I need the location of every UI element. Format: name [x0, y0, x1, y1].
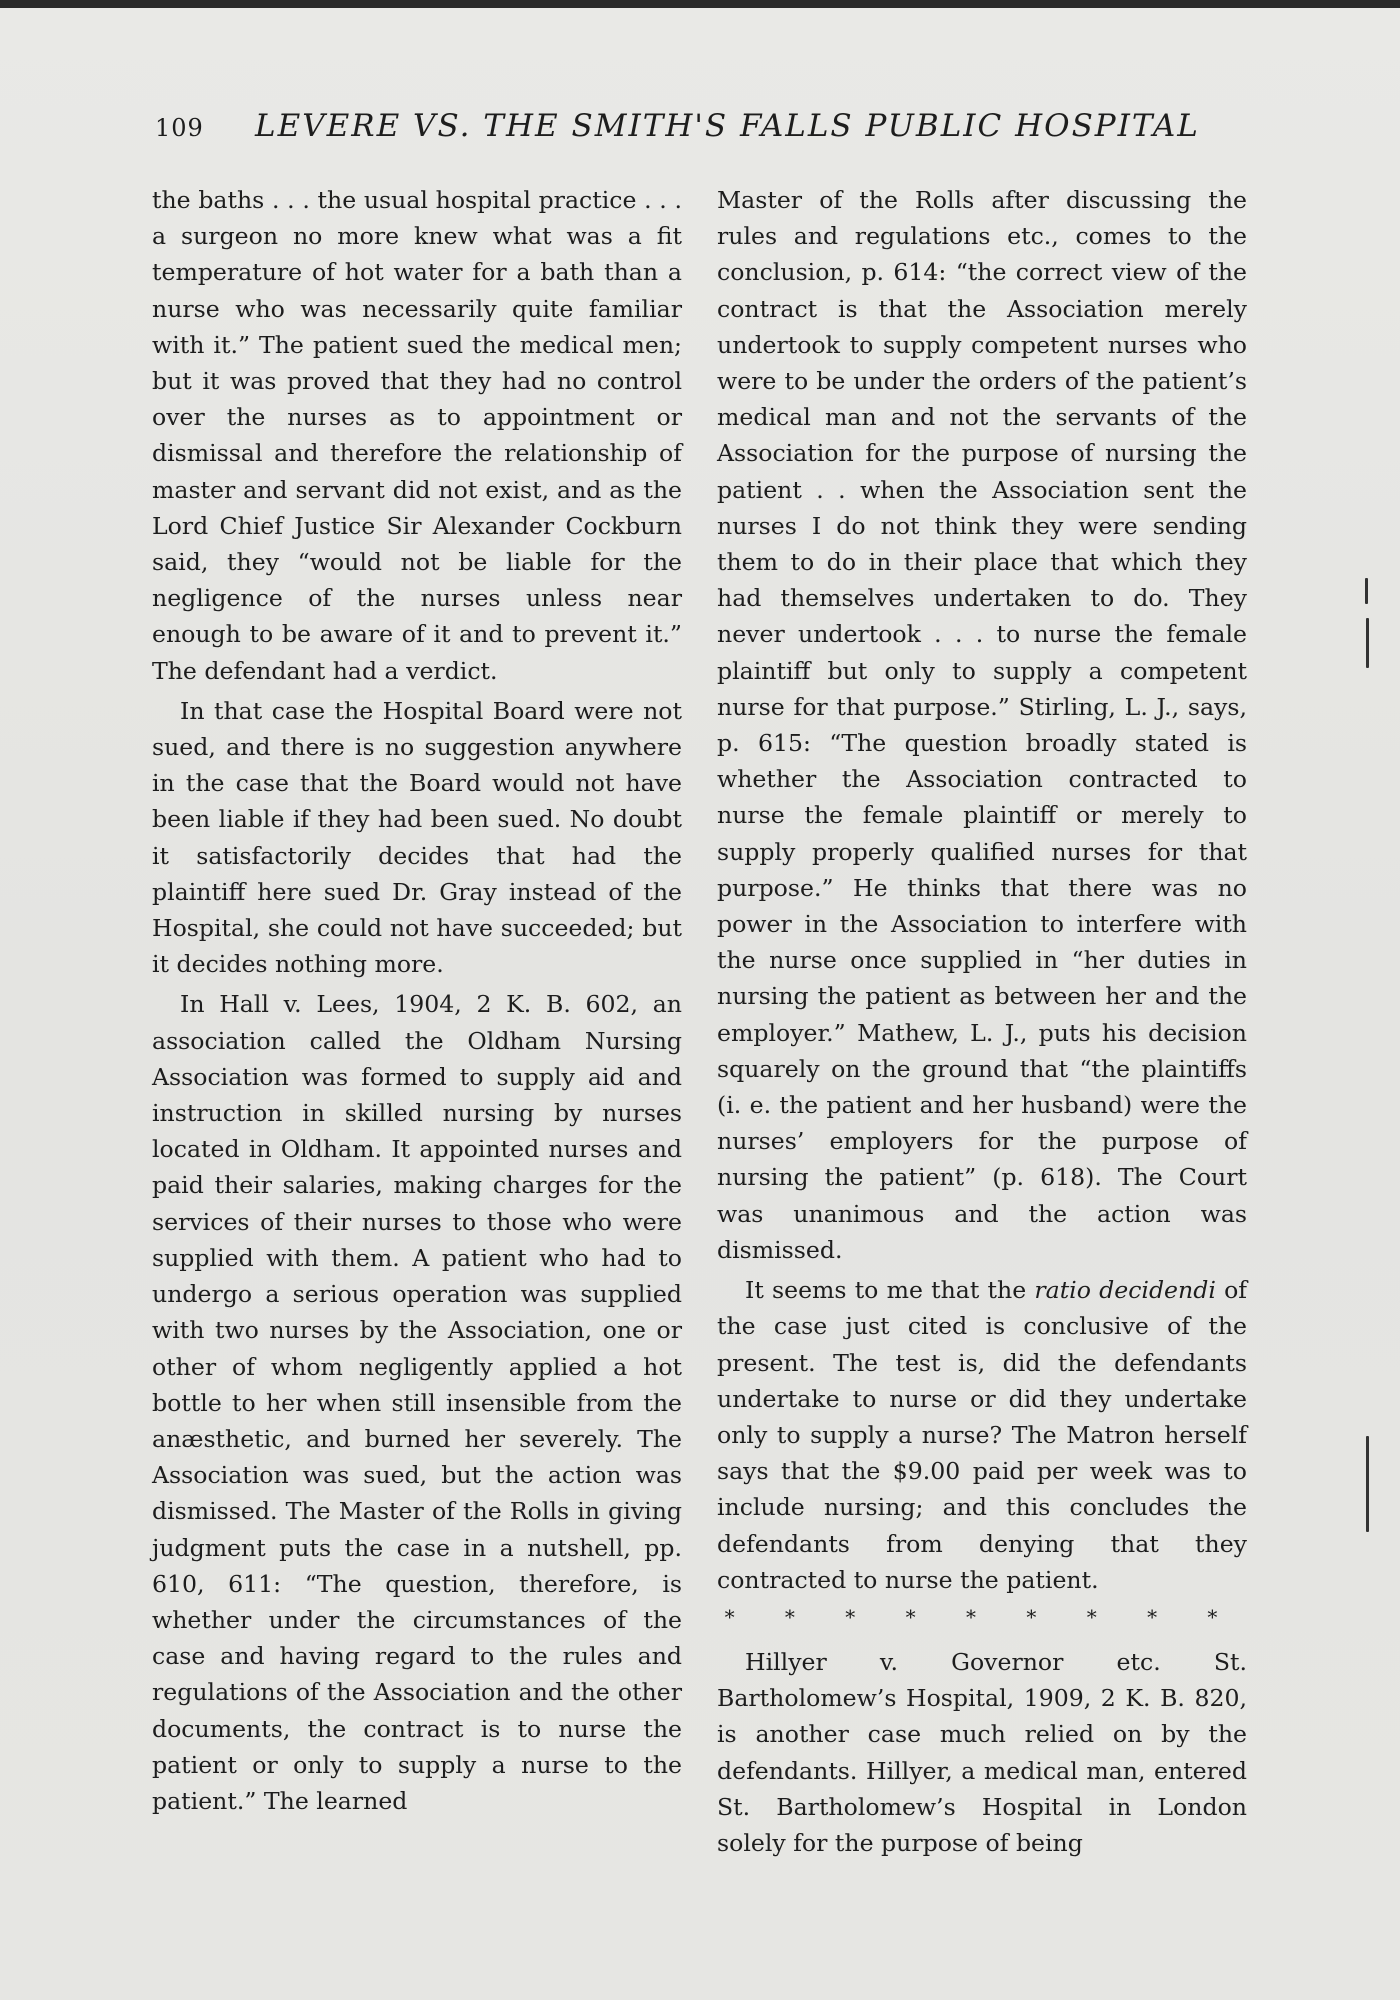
left-paragraph-3: In Hall v. Lees, 1904, 2 K. B. 602, an association called the Oldham Nursing Association was formed to supply aid and instruction in skilled nursing by nurses located in Oldham. It appointed nurses and paid their salaries, making charges for the services of their nurses to those who were supplied with them. A patient who had to undergo a serious operation was supplied with two nurses by the Association, one or other of whom negligently applied a hot bottle to her when still insensible from the anæsthetic, and burned her severely. The Association was sued, but the action was dismissed. The Master of the Rolls in giving judgment puts the case in a nutshell, pp. 610, 611: “The question, therefore, is whether under the circumstances of the case and having regard to the rules and regulations of the Association and the other documents, the contract is to nurse the patient or only to supply a nurse to the patient.” The learned	[152, 990, 682, 1815]
scan-mark	[1366, 1436, 1369, 1532]
italic-phrase: ratio decidendi	[1034, 1276, 1216, 1305]
scan-mark	[1366, 618, 1369, 668]
scan-mark	[1365, 578, 1368, 604]
paragraph-2-rest: of the case just cited is conclusive of the present. The test is, did the defendants undertake to nurse or did they undertake only to supply a nurse? The Matron herself says that the $9.00 paid per week was to include nursing; and this concludes the defendants from denying that they contracted to nurse the patient.	[717, 1276, 1248, 1594]
right-paragraph-1: Master of the Rolls after discussing the rules and regulations etc., comes to the conclusion, p. 614: “the correct view of the contract is that the Association merely undertook to supply competent nurses who were to be under the orders of the patient’s medical man and not the servants of the Association for the purpose of nursing the patient . . when the Association sent the nurses I do not think they were sending them to do in their place that which they had themselves undertaken to do. They never undertook . . . to nurse the female plaintiff but only to supply a competent nurse for that purpose.” Stirling, L. J., says, p. 615: “The question broadly stated is whether the Association contracted to nurse the female plaintiff or merely to supply properly qualified nurses for that purpose.” He thinks that there was no power in the Association to interfere with the nurse once supplied in “her duties in nursing the patient as between her and the employer.” Mathew, L. J., puts his decision squarely on the ground that “the plaintiffs (i. e. the patient and her husband) were the nurses’ employers for the purpose of nursing the patient” (p. 618). The Court was unanimous and the action was dismissed.	[717, 186, 1247, 1264]
left-column	[152, 182, 682, 1819]
document-page	[0, 8, 1400, 2000]
section-separator: * * * * * * * * *	[724, 1604, 1240, 1629]
running-head: LEVERE VS. THE SMITH'S FALLS PUBLIC HOSPITAL	[255, 108, 1200, 144]
page-number: 109	[155, 114, 204, 142]
right-paragraph-3: Hillyer v. Governor etc. St. Bartholomew’s Hospital, 1909, 2 K. B. 820, is another case much relied on by the defendants. Hillyer, a medical man, entered St. Bartholomew’s Hospital in London solely for the purpose of being	[717, 1647, 1247, 1857]
paragraph-2-lead: It seems to me that the	[745, 1276, 1035, 1305]
right-paragraph-2	[717, 1272, 1247, 1598]
left-paragraph-1: the baths . . . the usual hospital practice . . . a surgeon no more knew what was a fit temperature of hot water for a bath than a nurse who was necessarily quite familiar with it.” The patient sued the medical men; but it was proved that they had no control over the nurses as to appointment or dismissal and therefore the relationship of master and servant did not exist, and as the Lord Chief Justice Sir Alexander Cockburn said, they “would not be liable for the negligence of the nurses unless near enough to be aware of it and to prevent it.” The defendant had a verdict.	[152, 186, 682, 685]
right-column	[717, 182, 1247, 1861]
page-header	[155, 108, 1245, 148]
left-paragraph-2: In that case the Hospital Board were not sued, and there is no suggestion anywhere in the case that the Board would not have been liable if they had been sued. No doubt it satisfactorily decides that had the plaintiff here sued Dr. Gray instead of the Hospital, she could not have succeeded; but it decides nothing more.	[152, 696, 682, 979]
